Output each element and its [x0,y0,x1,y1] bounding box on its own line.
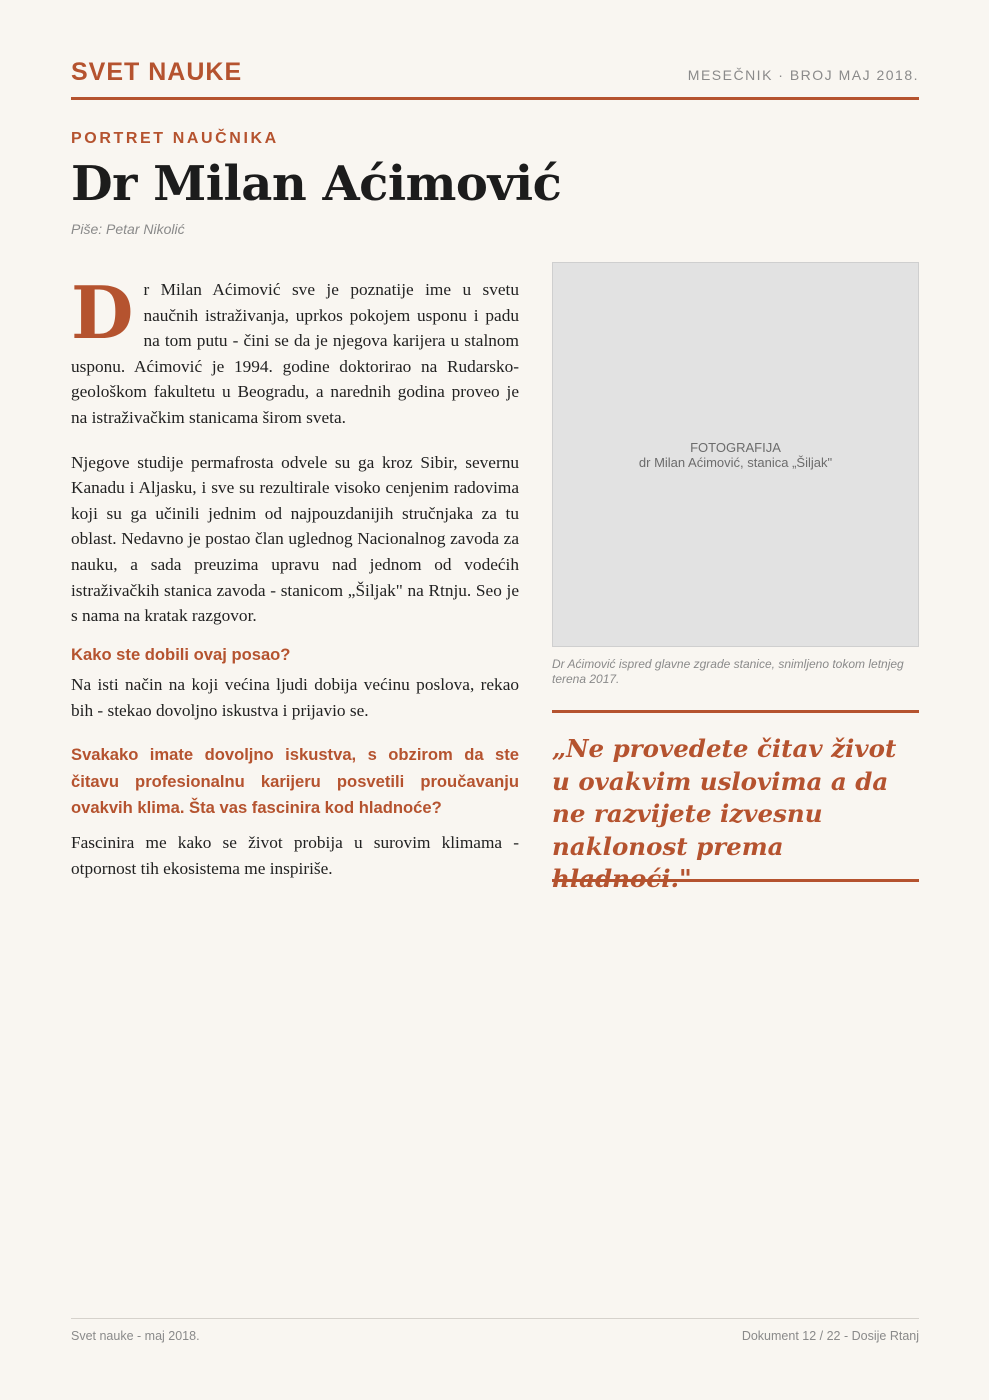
intro-paragraph [71,270,519,431]
interview-question: Kako ste dobili ovaj posao? [71,644,291,664]
footer-document-number: Dokument 12 / 22 - Dosije Rtanj [741,1329,919,1343]
footer-publication: Svet nauke - maj 2018. [71,1329,200,1343]
drop-cap: D [71,270,134,355]
photo-placeholder [552,262,919,647]
article-title: Dr Milan Aćimović [71,156,562,212]
interview-question: Svakako imate dovoljno iskustva, s obzirom da ste čitavu profesionalnu karijeru posvetili proučavanju ovakvih klima. Šta vas fascinira kod hladnoće? [71,745,519,818]
photo-placeholder-label [553,440,918,470]
page-footer [71,1318,919,1348]
pull-quote-text: „Ne provedete čitav život u ovakvim uslovima a da ne razvijete izvesnu naklonost prema hladnoći." [552,734,897,893]
article-body [71,270,519,900]
masthead [71,58,919,100]
interview-answer: Na isti način na koji većina ljudi dobija većinu poslova, rekao bih - stekao dovoljno iskustva i prijavio se. [71,675,519,720]
issue-label: MESEČNIK · BROJ MAJ 2018. [687,67,919,83]
interview-answer: Fascinira me kako se život probija u surovim klimama - otpornost tih ekosistema me inspiriše. [71,832,519,878]
magazine-brand: SVET NAUKE [71,58,243,86]
photo-sublabel: dr Milan Aćimović, stanica „Šiljak" [638,455,833,470]
intro-paragraph-text: r Milan Aćimović sve je poznatije ime u svetu naučnih istraživanja, uprkos pokojem usponu i padu na tom putu - čini se da je njegova karijera u stalnom usponu. Aćimović je 1994. godine doktorirao na Rudarsko-geološkom fakultetu u Beogradu, a narednih godina proveo je na istraživačkim stanicama širom sveta. [71,280,519,427]
photo-label: FOTOGRAFIJA [690,440,781,455]
body-paragraph: Njegove studije permafrosta odvele su ga kroz Sibir, severnu Kanadu i Aljasku, i sve su rezultirale visoko cenjenim radovima koji su ga učinili jednim od najpouzdanijih stručnjaka za tu oblast. Nedavno je postao član uglednog Nacionalnog zavoda za nauku, a sada preuzima upravu nad jednom od vodećih istraživačkih stanica zavoda - stanicom „Šiljak" na Rtnju. Seo je s nama na kratak razgovor. [71,452,519,626]
section-kicker: PORTRET NAUČNIKA [71,130,279,147]
article-byline: Piše: Petar Nikolić [71,221,185,237]
pull-quote [552,710,919,893]
photo-caption: Dr Aćimović ispred glavne zgrade stanice, snimljeno tokom letnjeg terena 2017. [552,657,904,686]
magazine-page [71,0,919,1400]
